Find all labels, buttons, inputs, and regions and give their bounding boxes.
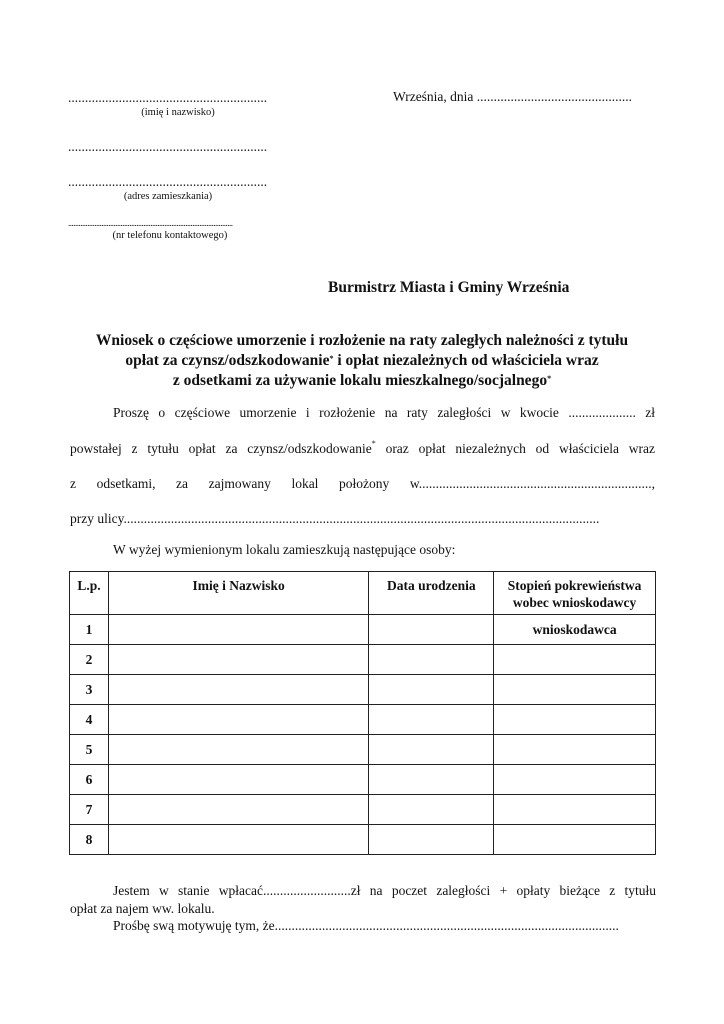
- name-cell[interactable]: [108, 825, 368, 855]
- row-number: 7: [70, 795, 109, 825]
- footnote-mark: *: [371, 439, 376, 448]
- name-cell[interactable]: [108, 765, 368, 795]
- title-line-1: Wniosek o częściowe umorzenie i rozłożenie na raty zaległych należności z tytułu: [95, 332, 629, 349]
- table-row: [70, 795, 656, 825]
- title-line-2: opłat za czynsz/odszkodowanie* i opłat niezależnych od właściciela wraz: [125, 352, 599, 369]
- footnote-mark: *: [329, 354, 334, 363]
- birth-date-cell[interactable]: [369, 765, 494, 795]
- relation-cell[interactable]: [494, 675, 656, 705]
- payment-capacity-line[interactable]: Jestem w stanie wpłacać..........................zł na poczet zaległości + opłaty bieżące z tytułu: [113, 883, 656, 898]
- residents-table: [69, 571, 656, 855]
- name-cell[interactable]: [108, 675, 368, 705]
- birth-date-cell[interactable]: [369, 615, 494, 645]
- table-row: [70, 825, 656, 855]
- header-name: Imię i Nazwisko: [108, 572, 368, 615]
- row-number: 2: [70, 645, 109, 675]
- title-line-3: z odsetkami za używanie lokalu mieszkalnego/socjalnego*: [172, 372, 552, 389]
- table-row: [70, 765, 656, 795]
- applicant-address-caption: (adres zamieszkania): [123, 191, 213, 202]
- applicant-address-field-1[interactable]: ...........................................................: [68, 139, 268, 154]
- recipient: Burmistrz Miasta i Gminy Września: [328, 279, 570, 296]
- name-cell[interactable]: [108, 645, 368, 675]
- amount-request-line[interactable]: Proszę o częściowe umorzenie i rozłożenie na raty zaległości w kwocie .................... zł: [113, 405, 655, 420]
- relation-cell[interactable]: [494, 705, 656, 735]
- place-date-field[interactable]: Września, dnia ..............................................: [393, 89, 633, 104]
- relation-cell[interactable]: [494, 765, 656, 795]
- premises-location-line[interactable]: z odsetkami, za zajmowany lokal położony w.....................................................................,: [70, 476, 655, 491]
- birth-date-cell[interactable]: [369, 735, 494, 765]
- street-line[interactable]: przy ulicy.............................................................................................................................................: [70, 511, 600, 526]
- table-row: [70, 645, 656, 675]
- name-cell[interactable]: [108, 705, 368, 735]
- name-cell[interactable]: [108, 735, 368, 765]
- birth-date-cell[interactable]: [369, 675, 494, 705]
- row-number: 8: [70, 825, 109, 855]
- row-number: 5: [70, 735, 109, 765]
- footnote-mark: *: [547, 374, 552, 383]
- row-number: 1: [70, 615, 109, 645]
- relation-cell[interactable]: [494, 795, 656, 825]
- relation-cell[interactable]: [494, 825, 656, 855]
- obligation-source-line: powstałej z tytułu opłat za czynsz/odszkodowanie* oraz opłat niezależnych od właściciela wraz: [70, 439, 656, 456]
- row-number: 3: [70, 675, 109, 705]
- applicant-address-field-2[interactable]: ...........................................................: [68, 174, 268, 189]
- applicant-phone-field[interactable]: ..............................................................................................: [68, 218, 233, 228]
- name-cell[interactable]: [108, 795, 368, 825]
- row-number: 6: [70, 765, 109, 795]
- header-lp: L.p.: [70, 572, 109, 615]
- birth-date-cell[interactable]: [369, 645, 494, 675]
- header-birth-date: Data urodzenia: [369, 572, 494, 615]
- table-header-row: [70, 572, 656, 615]
- name-cell[interactable]: [108, 615, 368, 645]
- birth-date-cell[interactable]: [369, 795, 494, 825]
- relation-cell[interactable]: wnioskodawca: [494, 615, 656, 645]
- relation-cell[interactable]: [494, 735, 656, 765]
- residents-intro: W wyżej wymienionym lokalu zamieszkują następujące osoby:: [113, 542, 456, 557]
- payment-capacity-line-2: opłat za najem ww. lokalu.: [70, 901, 215, 916]
- justification-line[interactable]: Prośbę swą motywuję tym, że......................................................................................................: [113, 918, 619, 933]
- birth-date-cell[interactable]: [369, 825, 494, 855]
- applicant-name-field[interactable]: ...........................................................: [68, 90, 268, 105]
- table-row: [70, 735, 656, 765]
- applicant-phone-caption: (nr telefonu kontaktowego): [112, 230, 228, 241]
- table-row: [70, 615, 656, 645]
- table-row: [70, 705, 656, 735]
- table-row: [70, 675, 656, 705]
- relation-cell[interactable]: [494, 645, 656, 675]
- document-title: [40, 331, 684, 391]
- birth-date-cell[interactable]: [369, 705, 494, 735]
- applicant-name-caption: (imię i nazwisko): [141, 107, 215, 118]
- row-number: 4: [70, 705, 109, 735]
- header-relation: Stopień pokrewieństwa wobec wnioskodawcy: [494, 572, 656, 615]
